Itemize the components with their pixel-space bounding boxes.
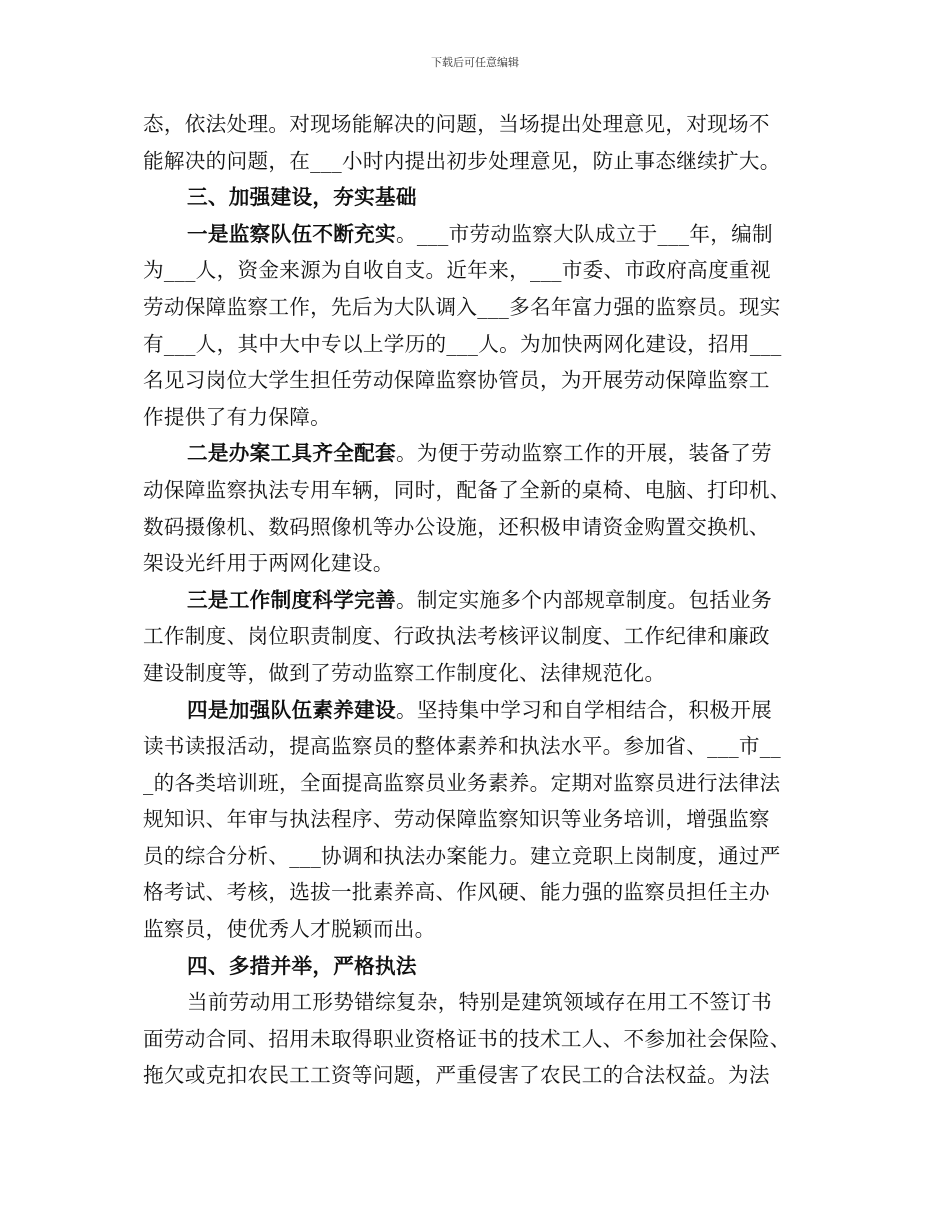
text-line: 动保障监察执法专用车辆，同时，配备了全新的桌椅、电脑、打印机、 <box>143 477 791 502</box>
text-line: 监察员，使优秀人才脱颖而出。 <box>143 917 436 942</box>
text-line: 工作制度、岗位职责制度、行政执法考核评议制度、工作纪律和廉政 <box>143 624 770 649</box>
text-line: 面劳动合同、招用未取得职业资格证书的技术工人、不参加社会保险、 <box>143 1026 791 1051</box>
paragraph-lead: 一是监察队伍不断充实 <box>187 221 396 246</box>
paragraph-text: 。___市劳动监察大队成立于___年，编制 <box>395 221 773 246</box>
text-line: 名见习岗位大学生担任劳动保障监察协管员，为开展劳动保障监察工 <box>143 368 770 393</box>
text-line: 作提供了有力保障。 <box>143 404 332 429</box>
text-line: 有___人，其中大中专以上学历的___人。为加快两网化建设，招用___ <box>143 331 782 356</box>
paragraph-text: 。坚持集中学习和自学相结合，积极开展 <box>395 697 773 722</box>
text-line: 建设制度等，做到了劳动监察工作制度化、法律规范化。 <box>143 660 666 685</box>
paragraph-lead: 四是加强队伍素养建设 <box>187 697 396 722</box>
text-line: _的各类培训班，全面提高监察员业务素养。定期对监察员进行法律法 <box>143 770 781 795</box>
text-line: 数码摄像机、数码照像机等办公设施，还积极申请资金购置交换机、 <box>143 514 770 539</box>
document-body <box>143 106 815 1094</box>
text-line: 拖欠或克扣农民工工资等问题，严重侵害了农民工的合法权益。为法 <box>143 1063 770 1088</box>
text-line: 格考试、考核，选拔一批素养高、作风硬、能力强的监察员担任主办 <box>143 880 770 905</box>
text-line: 态，依法处理。对现场能解决的问题，当场提出处理意见，对现场不 <box>143 112 770 136</box>
section-heading: 四、多措并举，严格执法 <box>187 953 417 978</box>
text-line: 员的综合分析、___协调和执法办案能力。建立竞职上岗制度，通过严 <box>143 843 781 868</box>
paragraph-text: 。为便于劳动监察工作的开展，装备了劳 <box>395 441 773 466</box>
text-line: 读书读报活动，提高监察员的整体素养和执法水平。参加省、___市__ <box>143 734 782 759</box>
paragraph-first-line <box>143 692 815 729</box>
paragraph-lead: 二是办案工具齐全配套 <box>187 441 396 466</box>
paragraph-lead: 三是工作制度科学完善 <box>187 587 396 612</box>
section-heading: 三、加强建设，夯实基础 <box>187 185 417 210</box>
text-line: 规知识、年审与执法程序、劳动保障监察知识等业务培训，增强监察 <box>143 807 770 832</box>
paragraph-text: 。制定实施多个内部规章制度。包括业务 <box>395 587 773 612</box>
text-line: 能解决的问题，在___小时内提出初步处理意见，防止事态继续扩大。 <box>143 148 781 173</box>
paragraph-first-line: 当前劳动用工形势错综复杂，特别是建筑领域存在用工不签订书 <box>187 990 773 1015</box>
text-line: 劳动保障监察工作，先后为大队调入___多名年富力强的监察员。现实 <box>143 294 781 319</box>
text-line: 架设光纤用于两网化建设。 <box>143 551 394 576</box>
text-line: 为___人，资金来源为自收自支。近年来，___市委、市政府高度重视 <box>143 258 771 283</box>
paragraph-first-line <box>143 216 815 253</box>
page-header: 下载后可任意编辑 <box>431 56 519 69</box>
paragraph-first-line <box>143 582 815 619</box>
paragraph-first-line <box>143 435 815 472</box>
